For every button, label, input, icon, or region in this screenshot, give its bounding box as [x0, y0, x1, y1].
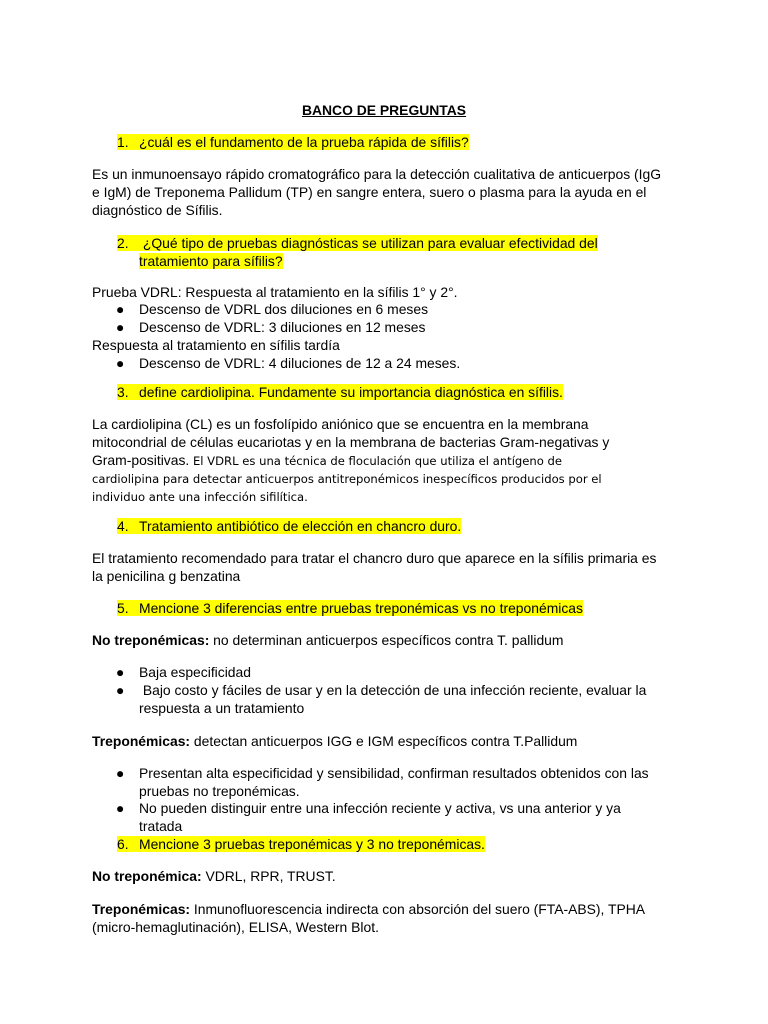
term-text: no determinan anticuerpos específicos contra T. pallidum — [209, 632, 564, 648]
list-item — [116, 354, 696, 372]
list-item — [116, 300, 696, 318]
answer-line: Es un inmunoensayo rápido cromatográfico para la detección cualitativa de anticuerpos (IgG — [92, 166, 662, 182]
term-label: No treponémicas: — [92, 632, 210, 648]
list-item-text: Descenso de VDRL: 4 diluciones de 12 a 24 meses. — [139, 355, 461, 371]
list-item-text: Bajo costo y fáciles de usar y en la detección de una infección reciente, evaluar la — [139, 682, 647, 698]
list-item — [116, 681, 696, 717]
list-item-text: Presentan alta especificidad y sensibilidad, confirman resultados obtenidos con las — [139, 765, 649, 781]
term-text: detectan anticuerpos IGG e IGM específicos contra T.Pallidum — [190, 733, 578, 749]
question-number: 1. — [117, 134, 129, 150]
bullet-icon: ● — [116, 664, 125, 680]
answer-line: La cardiolipina (CL) es un fosfolípido aniónico que se encuentra en la membrana — [92, 416, 589, 432]
answer-line: la penicilina g benzatina — [92, 568, 241, 584]
answer-2-p1: Prueba VDRL: Respuesta al tratamiento en la sífilis 1° y 2°. — [92, 284, 458, 300]
bullet-icon: ● — [116, 319, 125, 335]
question-3 — [117, 383, 707, 401]
term-label: Treponémicas: — [92, 733, 191, 749]
question-number: 4. — [117, 518, 129, 534]
list-item — [116, 764, 696, 800]
question-text: ¿cuál es el fundamento de la prueba rápida de sífilis? — [139, 134, 469, 150]
bullet-icon: ● — [116, 355, 125, 371]
answer-line: cardiolipina para detectar anticuerpos antitreponémicos inespecíficos producidos por el — [92, 472, 602, 486]
answer-line — [92, 451, 682, 470]
term-text: VDRL, RPR, TRUST. — [201, 868, 336, 884]
bullet-icon: ● — [116, 800, 125, 816]
question-1 — [117, 133, 707, 151]
list-item — [116, 318, 696, 336]
answer-line: El tratamiento recomendado para tratar el chancro duro que aparece en la sífilis primaria es — [92, 550, 657, 566]
term-label: Treponémicas: — [92, 901, 191, 917]
list-item-text: pruebas no treponémicas. — [139, 783, 300, 799]
bullet-icon: ● — [116, 682, 125, 698]
question-text: define cardiolipina. Fundamente su importancia diagnóstica en sífilis. — [139, 384, 563, 400]
answer-text: El VDRL es una técnica de floculación que utiliza el antígeno de — [189, 454, 563, 468]
treponemicas-list — [92, 900, 682, 936]
question-text: ¿Qué tipo de pruebas diagnósticas se utilizan para evaluar efectividad del — [139, 235, 598, 251]
treponemicas-definition — [92, 732, 682, 750]
no-treponemica-list — [92, 867, 682, 885]
question-6 — [117, 835, 707, 853]
question-text: Mencione 3 diferencias entre pruebas treponémicas vs no treponémicas — [139, 600, 583, 616]
question-5 — [117, 599, 707, 617]
term-text: (micro-hemaglutinación), ELISA, Western Blot. — [92, 919, 379, 935]
answer-line: e IgM) de Treponema Pallidum (TP) en sangre entera, suero o plasma para la ayuda en el — [92, 184, 647, 200]
answer-4 — [92, 549, 682, 585]
question-2 — [117, 234, 707, 270]
list-item — [116, 663, 696, 681]
answer-1 — [92, 165, 682, 219]
list-item-text: Descenso de VDRL: 3 diluciones en 12 meses — [139, 319, 426, 335]
answer-text: Gram-positivas. — [92, 452, 190, 468]
question-text: Tratamiento antibiótico de elección en chancro duro. — [139, 518, 462, 534]
term-label: No treponémica: — [92, 868, 202, 884]
answer-line: diagnóstico de Sífilis. — [92, 202, 223, 218]
answer-line: mitocondrial de células eucariotas y en la membrana de bacterias Gram-negativas y — [92, 434, 610, 450]
list-item-text: No pueden distinguir entre una infección reciente y activa, vs una anterior y ya — [139, 800, 621, 816]
question-number: 5. — [117, 600, 129, 616]
question-text: Mencione 3 pruebas treponémicas y 3 no treponémicas. — [139, 836, 485, 852]
question-number: 3. — [117, 384, 129, 400]
answer-2-p2: Respuesta al tratamiento en sífilis tardía — [92, 337, 340, 353]
no-treponemicas-definition — [92, 631, 682, 649]
bullet-icon: ● — [116, 301, 125, 317]
question-number: 2. — [117, 235, 129, 251]
question-number: 6. — [117, 836, 129, 852]
bullet-icon: ● — [116, 765, 125, 781]
answer-3 — [92, 415, 682, 506]
list-item-text: Descenso de VDRL dos diluciones en 6 meses — [139, 301, 429, 317]
list-item — [116, 799, 696, 835]
list-item-text: tratada — [139, 818, 183, 834]
list-item-text: Baja especificidad — [139, 664, 251, 680]
answer-line: individuo ante una infección sifilítica. — [92, 490, 308, 504]
list-item-text: respuesta a un tratamiento — [139, 700, 305, 716]
question-4 — [117, 517, 707, 535]
document-title: BANCO DE PREGUNTAS — [301, 102, 467, 118]
term-text: Inmunofluorescencia indirecta con absorción del suero (FTA-ABS), TPHA — [190, 901, 646, 917]
question-text: tratamiento para sífilis? — [139, 253, 283, 269]
